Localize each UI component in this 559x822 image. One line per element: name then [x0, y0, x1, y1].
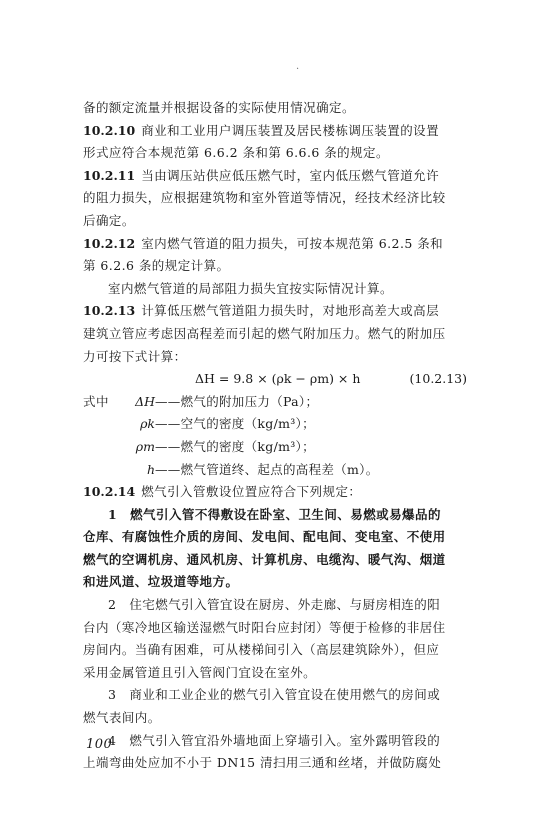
item-line: 2 住宅燃气引入管宜设在厨房、外走廊、与厨房相连的阳 [108, 597, 441, 613]
mandatory-item-line: 和进风道、垃圾道等地方。 [83, 574, 239, 590]
item-line: 房间内。当确有困难，可从楼梯间引入（高层建筑除外），但应 [83, 642, 440, 658]
clause-number: 10.2.13 [83, 303, 136, 319]
item-line: 采用金属管道且引入管阀门宜设在室外。 [83, 664, 317, 680]
mandatory-item-line: 仓库、有腐蚀性介质的房间、发电间、配电间、变电室、不使用 [83, 529, 446, 545]
clause-10-2-12 [83, 233, 475, 256]
definition-text: ——燃气的附加压力（Pa）； [155, 393, 319, 409]
symbol: ρm [135, 438, 155, 454]
text-line: 室内燃气管道的阻力损失，可按本规范第 6.2.5 条和 [141, 235, 444, 251]
mandatory-item-line: 1 燃气引入管不得敷设在卧室、卫生间、易燃或易爆品的 [108, 506, 441, 522]
clause-10-2-11 [83, 165, 475, 188]
text-line: 室内燃气管道的局部阻力损失宜按实际情况计算。 [108, 280, 393, 296]
where-label: 式中 [83, 393, 109, 409]
text-line: 后确定。 [83, 212, 135, 228]
definition-row [83, 436, 475, 459]
definition-text: ——燃气的密度（kg/m³）； [155, 438, 315, 454]
text-line: 的阻力损失，应根据建筑物和室外管道等情况，经技术经济比较 [83, 190, 446, 206]
text-line: 备的额定流量并根据设备的实际使用情况确定。 [83, 100, 355, 115]
top-mark: · [296, 64, 300, 75]
item-line: 燃气表间内。 [83, 710, 161, 726]
definition-row [83, 459, 475, 482]
clause-number: 10.2.11 [83, 167, 136, 183]
item-line: 台内（寒冷地区输送湿燃气时阳台应封闭）等便于检修的非居住 [83, 619, 446, 635]
text-line: 商业和工业用户调压装置及居民楼栋调压装置的设置 [141, 122, 440, 138]
mandatory-item-line: 燃气的空调机房、通风机房、计算机房、电缆沟、暖气沟、烟道 [83, 551, 446, 567]
text-line: 建筑立管应考虑因高程差而引起的燃气附加压力。燃气的附加压 [83, 325, 446, 341]
formula-row [83, 368, 475, 391]
symbol: ΔH [135, 393, 155, 409]
text-line: 形式应符合本规范第 6.6.2 条和第 6.6.6 条的规定。 [83, 145, 389, 161]
formula-number: (10.2.13) [409, 371, 467, 387]
definition-row [83, 391, 475, 414]
formula: ΔH = 9.8 × (ρk − ρm) × h [195, 371, 361, 387]
definition-text: ——燃气管道终、起点的高程差（m）。 [155, 461, 379, 477]
text-line: 计算低压燃气管道阻力损失时，对地形高差大或高层 [141, 303, 440, 319]
body-text [83, 97, 475, 775]
clause-10-2-14 [83, 481, 475, 504]
definition-text: ——空气的密度（kg/m³）； [155, 416, 315, 432]
clause-10-2-13 [83, 300, 475, 323]
symbol: h [146, 461, 155, 477]
page-number: 100 [86, 737, 113, 752]
clause-10-2-10 [83, 120, 475, 143]
text-line: 力可按下式计算： [83, 348, 187, 364]
clause-number: 10.2.10 [83, 122, 136, 138]
symbol: ρk [140, 416, 155, 432]
item-line: 3 商业和工业企业的燃气引入管宜设在使用燃气的房间或 [108, 687, 441, 703]
definition-row [83, 413, 475, 436]
clause-number: 10.2.12 [83, 235, 136, 251]
item-line: 上端弯曲处应加不小于 DN15 清扫用三通和丝堵，并做防腐处 [83, 755, 442, 771]
clause-number: 10.2.14 [83, 484, 136, 500]
item-line: 4 燃气引入管宜沿外墙地面上穿墙引入。室外露明管段的 [108, 732, 441, 748]
text-line: 第 6.2.6 条的规定计算。 [83, 258, 230, 274]
text-line: 当由调压站供应低压燃气时，室内低压燃气管道允许 [141, 167, 440, 183]
symbol-definitions [83, 391, 475, 481]
text-line: 燃气引入管敷设位置应符合下列规定： [141, 484, 362, 500]
